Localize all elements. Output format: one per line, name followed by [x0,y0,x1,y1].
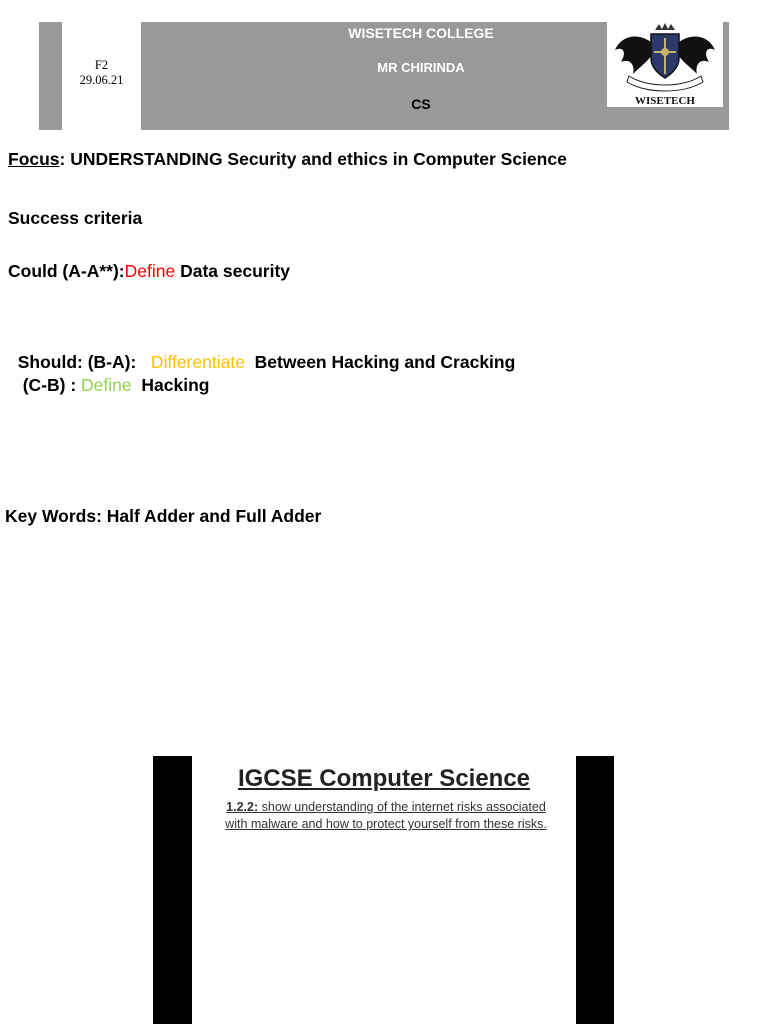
should-rest: Between Hacking and Cracking [244,352,516,372]
form-label: F2 [94,58,109,72]
lesson-date: 29.06.21 [79,73,124,87]
slide-objective-line2: with malware and how to protect yourself from these risks. [225,817,547,831]
key-words: Key Words: Half Adder and Full Adder [5,506,322,526]
cb-criterion [13,354,209,396]
header-left-bar [39,22,62,130]
cb-rest: Hacking [131,375,210,395]
embedded-slide [192,756,576,1024]
focus-line [8,149,567,170]
slide-title: IGCSE Computer Science [237,765,531,792]
should-prefix: Should: (B-A): [17,352,151,372]
subject-name: CS [411,96,431,112]
slide-objective-ref: 1.2.2: [226,800,259,814]
college-name: WISETECH COLLEGE [348,25,494,41]
teacher-name: MR CHIRINDA [377,60,465,75]
slide-objective [206,799,566,833]
college-logo [607,22,723,107]
could-verb: Define [124,261,176,281]
focus-text: : UNDERSTANDING Security and ethics in Computer Science [59,149,567,169]
slide-objective-line1: show understanding of the internet risks associated [258,800,546,814]
could-criterion [8,261,290,282]
focus-label: Focus [8,149,60,169]
should-verb: Differentiate [150,352,245,372]
success-criteria-heading: Success criteria [8,208,143,228]
could-prefix: Could (A-A**): [8,261,125,281]
could-rest: Data security [175,261,291,281]
crest-icon [607,22,723,107]
svg-text:WISETECH: WISETECH [635,95,695,107]
cb-prefix: (C-B) : [22,375,82,395]
date-box [62,22,141,130]
cb-verb: Define [81,375,132,395]
